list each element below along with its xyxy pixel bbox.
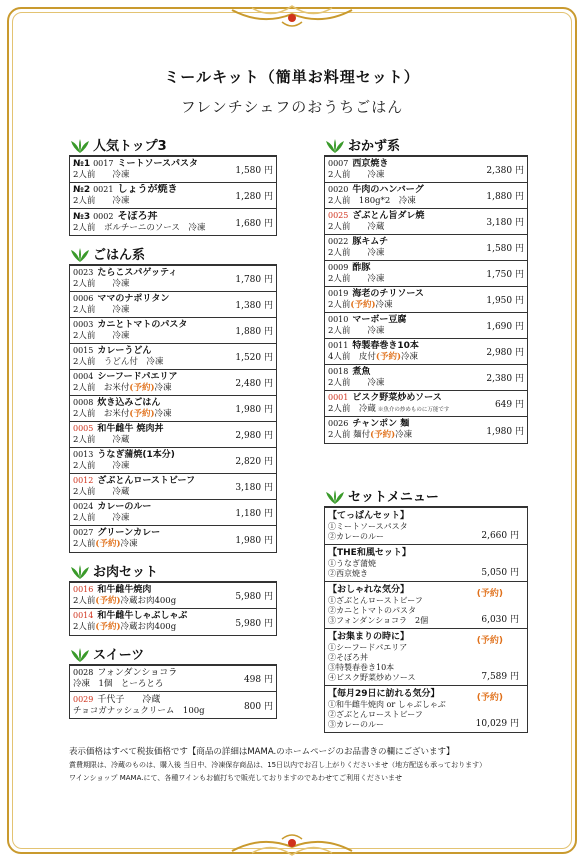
reserve-badge: (予約) — [375, 351, 401, 362]
item-storage: 冷蔵お肉400g — [120, 622, 177, 632]
menu-item[interactable] — [325, 339, 527, 365]
item-name: チャンポン 麺 — [352, 419, 410, 429]
popular-list — [69, 156, 277, 236]
item-name: そぼろ丼 — [117, 210, 158, 222]
left-column — [69, 137, 277, 719]
item-price: 2,480 円 — [235, 379, 273, 389]
item-detail: 2人前 冷蔵 — [328, 403, 376, 414]
set-component: ②西京焼き — [328, 569, 368, 578]
page-title: ミールキット（簡単お料理セット） — [164, 68, 420, 86]
set-component: ②カレーのルー — [328, 532, 384, 541]
set-component: ①和牛雌牛焼肉 or しゃぶしゃぶ — [328, 700, 446, 709]
item-price: 1,180 円 — [235, 509, 273, 519]
item-price: 2,980 円 — [486, 348, 524, 358]
item-name: ざぶとんローストビーフ — [97, 475, 196, 486]
item-code: 0025 — [328, 210, 349, 220]
item-code: 0029 — [73, 694, 94, 704]
item-storage: 冷凍 — [120, 539, 138, 549]
item-code: 0027 — [73, 528, 94, 537]
rank-badge: №1 — [73, 159, 91, 169]
item-detail: 2人前 冷凍 — [328, 169, 385, 180]
page-subtitle: フレンチシェフのおうちごはん — [180, 98, 404, 116]
item-name: カニとトマトのパスタ — [97, 319, 188, 330]
item-name: 和牛雌牛 焼肉丼 — [97, 423, 164, 434]
item-price: 1,580 円 — [235, 166, 273, 176]
set-component: ②ざぶとんローストビーフ — [328, 710, 423, 719]
item-code: 0026 — [328, 419, 349, 428]
set-component: ②そぼろ丼 — [328, 653, 368, 662]
set-component: ①ざぶとんローストビーフ — [328, 596, 423, 605]
set-component: ④ビスク野菜炒めソース — [328, 673, 416, 682]
reserve-badge: (予約) — [370, 430, 396, 440]
reserve-badge: (予約) — [476, 636, 503, 646]
section-title: スイーツ — [93, 648, 145, 663]
item-price: 1,280 円 — [235, 192, 273, 202]
menu-item[interactable] — [70, 396, 276, 422]
item-storage: 冷凍 — [400, 351, 418, 362]
item-storage: 冷凍 — [154, 408, 172, 419]
item-price: 5,980 円 — [235, 592, 273, 602]
menu-item[interactable] — [70, 448, 276, 474]
menu-item[interactable] — [70, 370, 276, 396]
rank-badge: №3 — [73, 211, 91, 222]
set-name: 【毎月29日に訪れる気分】 — [328, 689, 440, 699]
footer-notes — [69, 745, 539, 785]
item-price: 5,980 円 — [235, 618, 273, 629]
item-detail: 2人前 冷凍 — [73, 170, 130, 180]
item-name: 特製春巻き10本 — [352, 340, 419, 351]
menu-item[interactable] — [325, 235, 527, 261]
leaf-icon — [69, 647, 91, 663]
menu-item[interactable] — [325, 287, 527, 313]
menu-item[interactable] — [325, 183, 527, 209]
section-header-meat — [69, 563, 277, 580]
item-code: 0015 — [73, 345, 94, 355]
item-detail: 2人前 — [73, 622, 96, 632]
set-component: ③カレーのルー — [328, 720, 384, 729]
item-code: 0016 — [73, 584, 94, 594]
item-storage: 冷凍 — [154, 382, 172, 393]
item-code: 0005 — [73, 423, 94, 433]
item-price: 1,980 円 — [235, 535, 273, 546]
reserve-badge: (予約) — [476, 693, 503, 703]
set-component: ①シーフードパエリア — [328, 643, 408, 652]
item-name: カレーうどん — [97, 345, 152, 356]
menu-item[interactable] — [70, 526, 276, 552]
item-name: しょうが焼き — [117, 184, 178, 195]
item-price: 1,780 円 — [235, 275, 273, 285]
item-price: 2,380 円 — [486, 374, 524, 384]
item-price: 1,690 円 — [486, 322, 524, 332]
set-menu-item[interactable] — [325, 545, 527, 582]
reserve-badge: (予約) — [95, 595, 121, 606]
menu-item[interactable] — [70, 422, 276, 448]
set-menu-item[interactable] — [325, 508, 527, 545]
item-name: うなぎ蒲焼(1本分) — [97, 449, 175, 460]
item-price: 1,380 円 — [235, 301, 273, 311]
menu-item[interactable] — [70, 318, 276, 344]
item-detail: 2人前 — [73, 539, 96, 549]
item-code: 0024 — [73, 501, 94, 511]
item-name: 千代子 冷蔵 — [97, 694, 161, 705]
leaf-icon — [69, 247, 91, 263]
item-detail: 2人前 お米付 — [73, 382, 130, 393]
sweets-list — [69, 665, 277, 719]
item-name: 和牛雌牛しゃぶしゃぶ — [97, 611, 188, 621]
item-detail: 2人前 冷凍 — [328, 377, 385, 388]
menu-item[interactable] — [70, 266, 276, 292]
item-detail: 2人前 冷凍 — [328, 273, 385, 284]
item-detail: 2人前 — [73, 595, 96, 606]
section-title: おかず系 — [348, 139, 401, 154]
rank-badge: №2 — [73, 185, 91, 195]
item-name: ビスク野菜炒めソース — [352, 392, 442, 403]
reserve-badge: (予約) — [95, 622, 121, 632]
item-code: 0011 — [328, 340, 349, 350]
meat-list — [69, 582, 277, 636]
section-header-popular — [69, 137, 277, 154]
sides-list — [324, 156, 528, 444]
leaf-icon — [69, 138, 91, 154]
set-price: 7,589 円 — [481, 672, 519, 682]
item-code: 0002 — [93, 211, 114, 221]
item-name: マーボー豆腐 — [352, 314, 407, 325]
item-code: 0023 — [73, 267, 94, 277]
menu-item[interactable] — [70, 583, 276, 609]
section-title: 人気トップ3 — [93, 139, 167, 154]
menu-item[interactable] — [325, 261, 527, 287]
footer-line-expiry: 賞費期限は、冷蔵のものは、購入後 当日中、冷凍保存商品は、15日以内でお召し上がりくださいませ（地方配送も承っております） — [69, 761, 487, 769]
section-title: セットメニュー — [348, 490, 439, 505]
item-name: カレーのルー — [97, 501, 152, 512]
item-name: たらこスパゲッティ — [97, 267, 178, 278]
section-header-sides — [324, 137, 528, 154]
item-storage: 冷凍 — [395, 430, 413, 440]
item-code: 0001 — [328, 392, 349, 402]
item-code: 0020 — [328, 184, 349, 194]
item-storage: 冷蔵お肉400g — [120, 595, 177, 606]
reserve-badge: (予約) — [476, 589, 503, 599]
set-component: ③フォンダンショコラ 2個 — [328, 616, 429, 625]
item-detail: 2人前 180g*2 冷凍 — [328, 195, 416, 206]
menu-item[interactable] — [70, 183, 276, 209]
menu-item[interactable] — [325, 417, 527, 443]
item-price: 1,680 円 — [235, 218, 273, 229]
leaf-icon — [69, 564, 91, 580]
item-name: ママのナポリタン — [97, 293, 170, 304]
item-price: 1,980 円 — [486, 426, 524, 437]
menu-item[interactable] — [70, 474, 276, 500]
set-price: 10,029 円 — [475, 719, 519, 729]
section-header-rice — [69, 246, 277, 263]
item-code: 0018 — [328, 366, 349, 376]
item-code: 0028 — [73, 668, 94, 677]
item-code: 0008 — [73, 397, 94, 407]
item-name: ミートソースパスタ — [117, 159, 199, 169]
reserve-badge: (予約) — [350, 299, 376, 310]
item-detail: 2人前 冷蔵 — [73, 486, 130, 497]
item-name: 豚キムチ — [352, 236, 389, 247]
item-detail: 2人前 冷凍 — [73, 330, 130, 341]
set-price: 6,030 円 — [481, 615, 519, 625]
menu-item[interactable] — [70, 344, 276, 370]
sets-list — [324, 507, 528, 733]
set-menu-item[interactable] — [325, 686, 527, 732]
item-note: ※魚介の炒めものに万能です — [377, 406, 450, 413]
set-name: 【THE和風セット】 — [328, 548, 411, 558]
menu-item[interactable] — [70, 692, 276, 718]
item-code: 0007 — [328, 158, 349, 168]
item-price: 1,880 円 — [235, 327, 273, 337]
item-name: フォンダンショコラ — [97, 668, 178, 678]
section-title: ごはん系 — [93, 248, 146, 263]
set-name: 【てっぱんセット】 — [328, 511, 410, 521]
item-detail: チョコガナッシュクリーム 100g — [73, 705, 205, 716]
item-code: 0003 — [73, 319, 94, 329]
item-price: 498 円 — [243, 675, 273, 685]
item-detail: 2人前 冷凍 — [73, 304, 130, 315]
item-price: 1,750 円 — [486, 270, 524, 280]
set-component: ①ミートソースパスタ — [328, 522, 408, 531]
reserve-badge: (予約) — [95, 539, 121, 549]
set-name: 【お集まりの時に】 — [328, 632, 410, 642]
item-detail: 2人前 冷凍 — [73, 196, 130, 206]
item-price: 1,580 円 — [486, 244, 524, 254]
set-component: ③特製春巻き10本 — [328, 663, 395, 672]
menu-item[interactable] — [325, 391, 527, 417]
item-code: 0014 — [73, 611, 94, 620]
item-code: 0006 — [73, 293, 94, 303]
set-price: 2,660 円 — [481, 531, 519, 541]
item-price: 1,880 円 — [486, 192, 524, 202]
item-detail: 2人前 冷凍 — [328, 325, 385, 336]
bottom-ornament-icon — [222, 831, 362, 861]
item-detail: 2人前 ボルチーニのソース 冷凍 — [73, 222, 206, 233]
item-code: 0009 — [328, 262, 349, 272]
top-ornament-icon — [222, 0, 362, 30]
item-code: 0010 — [328, 314, 349, 324]
item-name: 酢豚 — [352, 262, 371, 273]
section-header-sweets — [69, 646, 277, 663]
menu-item[interactable] — [70, 292, 276, 318]
item-price: 3,180 円 — [486, 218, 524, 228]
item-code: 0022 — [328, 236, 349, 246]
menu-item[interactable] — [70, 157, 276, 183]
item-price: 1,980 円 — [235, 405, 273, 415]
item-detail: 2人前 冷凍 — [328, 247, 385, 258]
item-detail: 2人前 冷凍 — [73, 460, 130, 471]
item-storage: 冷凍 — [375, 299, 393, 310]
item-detail: 2人前 冷凍 — [73, 278, 130, 289]
item-name: 炊き込みごはん — [97, 397, 161, 408]
item-price: 1,520 円 — [235, 353, 273, 363]
item-name: 和牛雌牛焼肉 — [97, 584, 152, 595]
item-detail: 冷凍 1個 とーろとろ — [73, 679, 164, 689]
leaf-icon — [324, 489, 346, 505]
item-name: ざぶとん旨ダレ焼 — [352, 210, 425, 221]
item-code: 0004 — [73, 371, 94, 381]
item-price: 649 円 — [494, 400, 524, 410]
item-price: 1,950 円 — [486, 296, 524, 306]
item-code: 0013 — [73, 449, 94, 459]
item-detail: 2人前 麺付 — [328, 430, 371, 440]
item-detail: 2人前 冷凍 — [73, 512, 130, 523]
menu-item[interactable] — [325, 157, 527, 183]
item-name: グリーンカレー — [97, 528, 161, 538]
menu-item[interactable] — [70, 666, 276, 692]
item-detail: 2人前 冷蔵 — [328, 221, 385, 232]
reserve-badge: (予約) — [129, 408, 155, 419]
item-code: 0012 — [73, 475, 94, 485]
set-menu-item[interactable] — [325, 582, 527, 629]
item-code: 0021 — [93, 185, 114, 194]
leaf-icon — [324, 138, 346, 154]
menu-item[interactable] — [325, 365, 527, 391]
menu-item[interactable] — [70, 609, 276, 635]
item-name: 牛肉のハンバーグ — [352, 184, 424, 195]
reserve-badge: (予約) — [129, 382, 155, 393]
item-price: 3,180 円 — [235, 483, 273, 493]
footer-line-tax: 表示価格はすべて税抜価格です【商品の詳細はMAMA.のホームページのお品書きの欄にございます】 — [69, 747, 455, 757]
item-price: 2,980 円 — [235, 431, 273, 441]
menu-item[interactable] — [70, 500, 276, 526]
set-menu-item[interactable] — [325, 629, 527, 686]
item-detail: 2人前 お米付 — [73, 408, 130, 419]
menu-item[interactable] — [325, 313, 527, 339]
item-name: 西京焼き — [352, 158, 389, 169]
section-title: お肉セット — [93, 565, 159, 580]
set-component: ①うなぎ蒲焼 — [328, 559, 376, 568]
item-price: 800 円 — [243, 701, 273, 712]
rice-list — [69, 265, 277, 553]
item-price: 2,820 円 — [235, 457, 273, 467]
item-detail: 2人前 うどん付 冷凍 — [73, 356, 164, 367]
set-name: 【おしゃれな気分】 — [328, 585, 410, 595]
footer-line-wine: ワインショップ MAMA.にて、各種ワインもお値打ちで販売しておりますのであわせてご利用くださいませ — [69, 774, 403, 782]
item-name: シーフードパエリア — [97, 371, 178, 382]
item-code: 0019 — [328, 288, 349, 298]
menu-item[interactable] — [70, 209, 276, 235]
item-detail: 2人前 冷蔵 — [73, 434, 130, 445]
set-price: 5,050 円 — [481, 568, 519, 578]
item-detail: 2人前 — [328, 299, 351, 310]
item-code: 0017 — [93, 159, 114, 168]
right-column — [324, 137, 528, 733]
set-component: ②カニとトマトのパスタ — [328, 606, 416, 615]
item-price: 2,380 円 — [486, 166, 524, 176]
menu-item[interactable] — [325, 209, 527, 235]
item-detail: 4人前 皮付 — [328, 351, 376, 362]
item-name: 煮魚 — [352, 366, 371, 377]
section-header-sets — [324, 488, 528, 505]
item-name: 海老のチリソース — [352, 288, 424, 299]
